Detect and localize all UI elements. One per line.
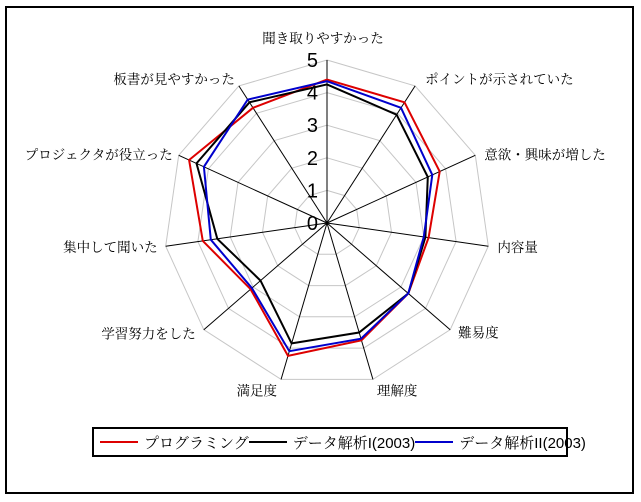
axis-label: 学習努力をした — [101, 326, 196, 342]
axis-spoke — [327, 223, 488, 246]
tick-label: 5 — [306, 50, 318, 72]
legend-label: データ解析I(2003) — [292, 434, 416, 452]
legend-item-programming — [100, 432, 249, 453]
tick-label: 0 — [306, 213, 318, 235]
axis-spoke — [166, 223, 327, 246]
axis-label: ポイントが示されていた — [425, 71, 574, 87]
legend-line-swatch — [100, 441, 138, 443]
tick-label: 4 — [306, 82, 318, 105]
legend-item-data-analysis-2 — [415, 432, 586, 453]
legend-line-swatch — [415, 441, 453, 443]
axis-label: 満足度 — [236, 383, 278, 399]
axis-label: 意欲・興味が増した — [484, 147, 606, 163]
axis-label: 聞き取りやすかった — [262, 31, 384, 46]
axis-label: 板書が見やすかった — [113, 71, 235, 87]
axis-label: 内容量 — [497, 240, 538, 256]
tick-label: 2 — [306, 147, 318, 170]
legend-item-data-analysis-1 — [249, 432, 416, 453]
legend-label: プログラミング — [144, 434, 249, 452]
tick-label: 3 — [306, 115, 318, 138]
axis-label: 難易度 — [458, 325, 499, 341]
legend-label: データ解析II(2003) — [459, 434, 586, 452]
axis-label: 理解度 — [376, 383, 418, 399]
axis-label: 集中して聞いた — [63, 240, 158, 256]
axis-label: プロジェクタが役立った — [24, 147, 173, 163]
axis-spoke — [327, 223, 373, 379]
legend-line-swatch — [249, 441, 287, 443]
tick-label: 1 — [306, 180, 318, 203]
legend — [92, 427, 586, 457]
series-データ解析II(2003) — [204, 81, 432, 351]
